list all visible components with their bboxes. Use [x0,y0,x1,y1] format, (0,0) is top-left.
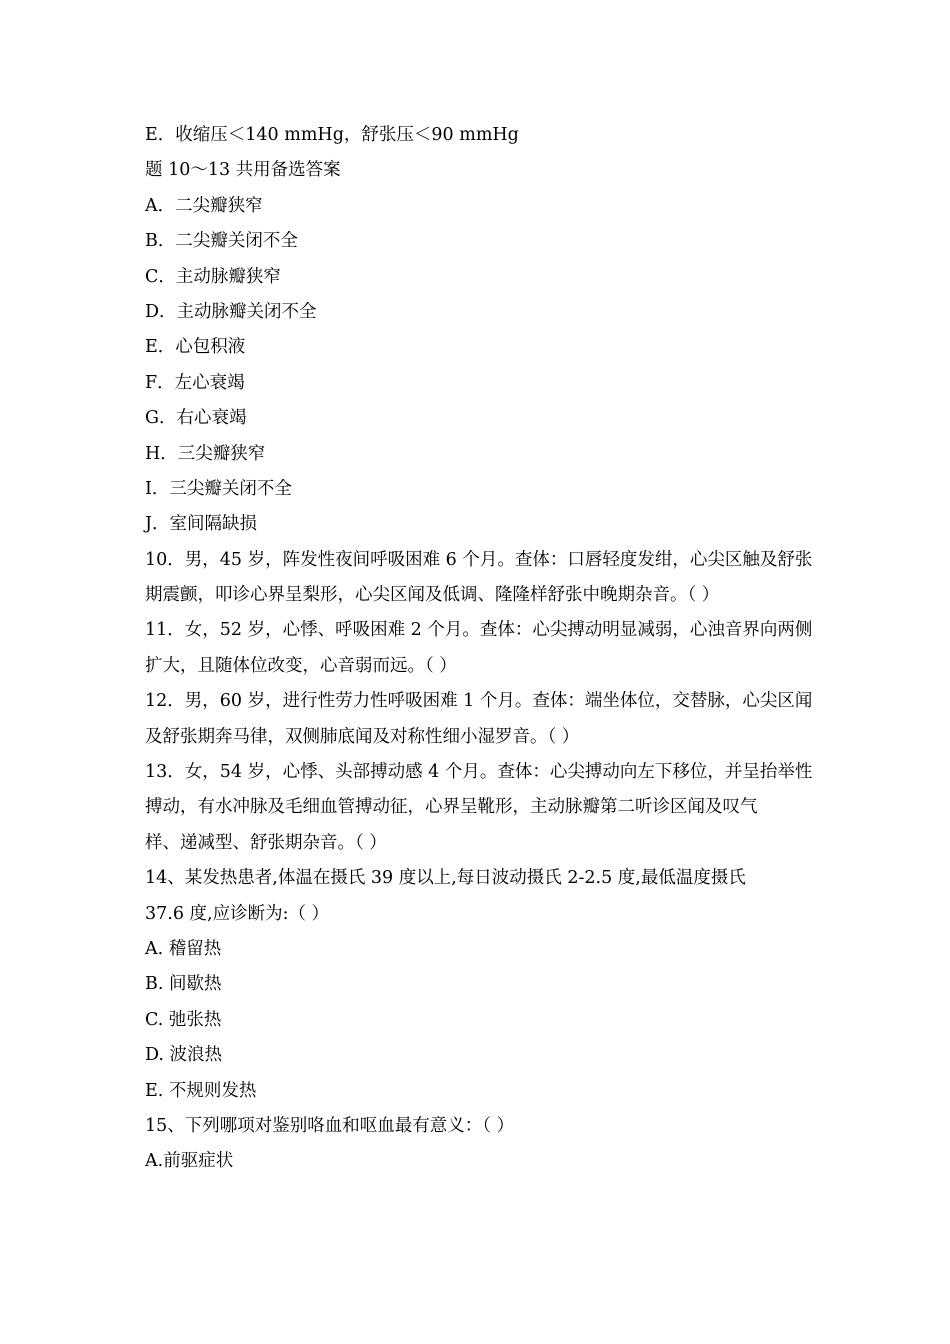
answer-option: D. 波浪热 [145,1045,223,1066]
question-text-line: 15、下列哪项对鉴别咯血和呕血最有意义：（ ） [145,1115,515,1136]
question-text-line: 搏动，有水冲脉及毛细血管搏动征，心界呈靴形，主动脉瓣第二听诊区闻及叹气 [145,797,758,818]
answer-option: B. 间歇热 [145,974,222,995]
answer-option: E. 不规则发热 [145,1080,257,1101]
question-14 [145,861,810,1109]
option-line: B．二尖瓣关闭不全 [145,231,298,252]
option-line: H．三尖瓣狭窄 [145,443,266,464]
option-line: E．收缩压＜140 mmHg，舒张压＜90 mmHg [145,125,519,145]
question-text-line: 期震颤，叩诊心界呈梨形，心尖区闻及低调、隆隆样舒张中晚期杂音。（ ） [145,585,720,606]
shared-options-heading: 题 10～13 共用备选答案 [145,160,341,181]
answer-option: A. 稽留热 [145,938,222,959]
question-text-line: 10．男，45 岁，阵发性夜间呼吸困难 6 个月。查体：口唇轻度发绀，心尖区触及舒张 [145,549,813,570]
option-line: D．主动脉瓣关闭不全 [145,301,317,322]
question-15 [145,1109,810,1180]
option-line: C．主动脉瓣狭窄 [145,266,281,287]
question-13 [145,755,813,861]
answer-option: A.前驱症状 [145,1151,234,1172]
option-line: F．左心衰竭 [145,372,245,393]
document-body [145,118,813,1180]
option-line: I．三尖瓣关闭不全 [145,478,292,499]
option-line: E．心包积液 [145,337,246,358]
question-text-line: 13．女，54 岁，心悸、头部搏动感 4 个月。查体：心尖搏动向左下移位，并呈抬举性 [145,762,813,783]
option-line: J．室间隔缺损 [145,514,258,535]
question-11 [145,613,813,684]
question-text-line: 12．男，60 岁，进行性劳力性呼吸困难 1 个月。查体：端坐体位，交替脉，心尖区闻 [145,691,813,712]
question-12 [145,684,813,755]
option-line: A．二尖瓣狭窄 [145,195,263,216]
question-text-line: 样、递减型、舒张期杂音。（ ） [145,832,387,853]
question-text-line: 扩大，且随体位改变，心音弱而远。（ ） [145,655,457,676]
question-text-line: 14、某发热患者,体温在摄氏 39 度以上,每日波动摄氏 2-2.5 度,最低温度摄氏 [145,868,746,889]
question-text-line: 37.6 度,应诊断为:（ ） [145,903,330,924]
question-10 [145,543,813,614]
option-line: G．右心衰竭 [145,408,247,429]
answer-option: C. 弛张热 [145,1009,222,1030]
question-text-line: 及舒张期奔马律，双侧肺底闻及对称性细小湿罗音。（ ） [145,726,580,747]
question-text-line: 11．女，52 岁，心悸、呼吸困难 2 个月。查体：心尖搏动明显减弱，心浊音界向两侧 [145,620,813,641]
